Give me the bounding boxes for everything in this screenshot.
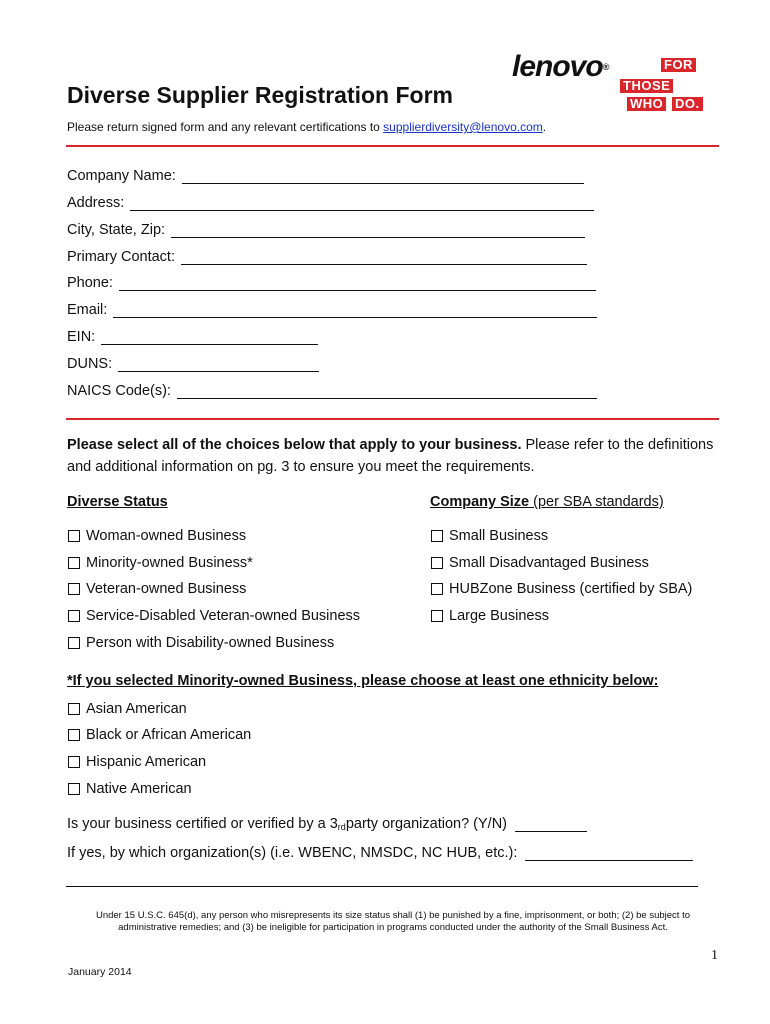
disability-owned-checkbox[interactable]: Person with Disability-owned Business — [67, 635, 334, 651]
certified-yn-input-line[interactable] — [515, 817, 587, 832]
address-field: Address: — [67, 195, 594, 211]
service-disabled-veteran-checkbox[interactable]: Service-Disabled Veteran-owned Business — [67, 608, 360, 624]
naics-code-field: NAICS Code(s): — [67, 383, 597, 399]
company-name-input-line[interactable] — [182, 169, 584, 184]
primary-contact-field: Primary Contact: — [67, 249, 587, 265]
checkbox-icon[interactable] — [68, 756, 80, 768]
tagline-who: WHO — [627, 97, 666, 111]
ein-field: EIN: — [67, 329, 318, 345]
address-input-line[interactable] — [130, 196, 594, 211]
checkbox-icon[interactable] — [68, 583, 80, 595]
minority-owned-checkbox[interactable]: Minority-owned Business* — [67, 555, 253, 571]
duns-input-line[interactable] — [118, 357, 319, 372]
phone-input-line[interactable] — [119, 276, 596, 291]
checkbox-icon[interactable] — [68, 637, 80, 649]
ein-input-line[interactable] — [101, 330, 318, 345]
header-divider — [66, 145, 719, 147]
revision-date: January 2014 — [68, 966, 132, 978]
woman-owned-checkbox[interactable]: Woman-owned Business — [67, 528, 246, 544]
checkbox-icon[interactable] — [68, 703, 80, 715]
native-american-checkbox[interactable]: Native American — [67, 781, 192, 797]
checkbox-icon[interactable] — [431, 610, 443, 622]
organization-continuation-line[interactable] — [66, 886, 698, 887]
third-party-certified-question: Is your business certified or verified by a 3 $_{rd}$ party organization? (Y/N) — [67, 816, 587, 832]
duns-field: DUNS: — [67, 356, 319, 372]
checkbox-icon[interactable] — [68, 530, 80, 542]
hispanic-american-checkbox[interactable]: Hispanic American — [67, 754, 206, 770]
black-african-american-checkbox[interactable]: Black or African American — [67, 727, 251, 743]
asian-american-checkbox[interactable]: Asian American — [67, 701, 187, 717]
checkbox-icon[interactable] — [68, 783, 80, 795]
return-instruction: Please return signed form and any relevant certifications to supplierdiversity@lenovo.com. — [67, 120, 547, 134]
email-field: Email: — [67, 302, 597, 318]
large-business-checkbox[interactable]: Large Business — [430, 608, 549, 624]
hubzone-checkbox[interactable]: HUBZone Business (certified by SBA) — [430, 581, 692, 597]
ethnicity-heading: *If you selected Minority-owned Business, please choose at least one ethnicity below: — [67, 673, 659, 689]
company-size-heading: Company Size (per SBA standards) — [430, 494, 664, 510]
tagline-do: DO. — [672, 97, 703, 111]
legal-notice: Under 15 U.S.C. 645(d), any person who misrepresents its size status shall (1) be punished by a fine, imprisonment, or both; (2) be subject to administrative remedies; and (3) be ineligible for participation in programs conducted under the authority of the Small Business Act. — [95, 910, 691, 933]
email-link[interactable]: supplierdiversity@lenovo.com — [383, 120, 543, 134]
lenovo-wordmark: lenovo® — [512, 50, 609, 83]
checkbox-icon[interactable] — [68, 729, 80, 741]
checkbox-icon[interactable] — [431, 583, 443, 595]
lenovo-logo — [512, 50, 700, 111]
email-input-line[interactable] — [113, 303, 597, 318]
checkbox-icon[interactable] — [68, 610, 80, 622]
organization-input-line[interactable] — [525, 846, 693, 861]
small-disadvantaged-checkbox[interactable]: Small Disadvantaged Business — [430, 555, 649, 571]
primary-contact-input-line[interactable] — [181, 250, 587, 265]
form-title: Diverse Supplier Registration Form — [67, 82, 453, 108]
veteran-owned-checkbox[interactable]: Veteran-owned Business — [67, 581, 246, 597]
checkbox-icon[interactable] — [68, 557, 80, 569]
checkbox-icon[interactable] — [431, 557, 443, 569]
selection-instructions: Please select all of the choices below that apply to your business. Please refer to the definitions and additional information on pg. 3 to ensure you meet the requirements. — [67, 437, 714, 475]
city-state-zip-field: City, State, Zip: — [67, 222, 585, 238]
city-state-zip-input-line[interactable] — [171, 223, 585, 238]
certifying-organization-question: If yes, by which organization(s) (i.e. WBENC, NMSDC, NC HUB, etc.): — [67, 845, 693, 861]
diverse-status-heading: Diverse Status — [67, 494, 168, 510]
page-number: 1 — [711, 948, 718, 963]
fields-divider — [66, 418, 719, 420]
tagline-for: FOR — [661, 58, 696, 72]
phone-field: Phone: — [67, 275, 596, 291]
checkbox-icon[interactable] — [431, 530, 443, 542]
small-business-checkbox[interactable]: Small Business — [430, 528, 548, 544]
naics-code-input-line[interactable] — [177, 384, 597, 399]
tagline-those: THOSE — [620, 79, 673, 93]
company-name-field: Company Name: — [67, 168, 584, 184]
